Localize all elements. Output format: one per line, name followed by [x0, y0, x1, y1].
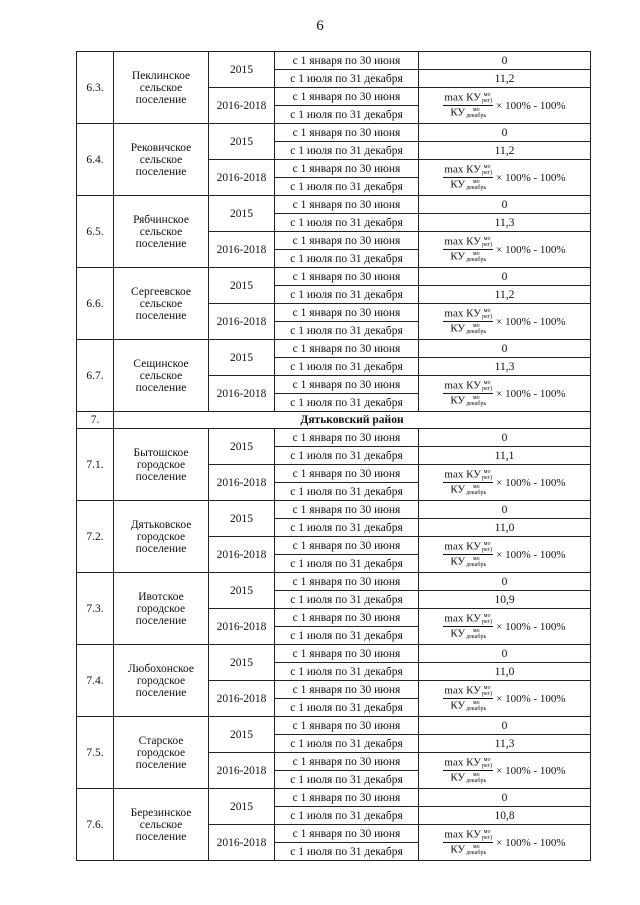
formula-cell: [419, 753, 591, 789]
formula-fraction: [443, 92, 493, 119]
row-number: 7.2.: [77, 501, 114, 573]
value-cell: 0: [419, 196, 591, 214]
formula-cell: [419, 609, 591, 645]
formula-ku: КУ: [466, 684, 482, 697]
formula: [443, 829, 565, 856]
formula-cell: [419, 232, 591, 268]
formula-tail: × 100% - 100%: [496, 836, 566, 849]
formula-fraction: [443, 541, 493, 568]
table-row: [77, 573, 591, 591]
formula-sup: мо: [483, 236, 491, 243]
row-number: 6.3.: [77, 52, 114, 124]
year-cell: 2015: [209, 340, 275, 376]
formula-indices: [466, 179, 486, 191]
value-cell: 0: [419, 52, 591, 70]
formula-denominator: [450, 106, 486, 119]
year-cell: 2015: [209, 196, 275, 232]
value-cell: 11,3: [419, 214, 591, 232]
formula-max: max: [444, 163, 464, 176]
formula-sup: мо: [472, 395, 480, 402]
formula-denominator: [450, 322, 486, 335]
period-cell: с 1 января по 30 июня: [275, 609, 419, 627]
year-cell: 2015: [209, 573, 275, 609]
period-cell: с 1 января по 30 июня: [275, 789, 419, 807]
formula-fraction: [443, 164, 493, 191]
formula-numerator: [443, 829, 493, 843]
formula: [443, 380, 565, 407]
year-cell: 2016-2018: [209, 88, 275, 124]
table-row: [77, 645, 591, 663]
formula-tail: × 100% - 100%: [496, 692, 566, 705]
period-cell: с 1 января по 30 июня: [275, 196, 419, 214]
formula-tail: × 100% - 100%: [496, 764, 566, 777]
row-number: 7.4.: [77, 645, 114, 717]
formula: [443, 236, 565, 263]
formula-ku: КУ: [450, 394, 466, 407]
year-cell: 2015: [209, 501, 275, 537]
formula-denominator: [450, 843, 486, 856]
row-number: 6.7.: [77, 340, 114, 412]
district-row: [77, 412, 591, 429]
year-cell: 2015: [209, 268, 275, 304]
formula-sub: декабрь: [466, 113, 487, 120]
formula-denominator: [450, 250, 486, 263]
formula-max: max: [444, 756, 464, 769]
formula-sub: рег): [482, 242, 493, 249]
formula-sub: декабрь: [466, 634, 487, 641]
formula-sub: декабрь: [466, 329, 487, 336]
period-cell: с 1 января по 30 июня: [275, 124, 419, 142]
period-cell: с 1 июля по 31 декабря: [275, 483, 419, 501]
value-cell: 11,2: [419, 70, 591, 88]
formula-indices: [482, 829, 492, 841]
year-cell: 2016-2018: [209, 160, 275, 196]
formula-cell: [419, 304, 591, 340]
period-cell: с 1 июля по 31 декабря: [275, 214, 419, 232]
formula-sub: рег): [482, 475, 493, 482]
formula-sub: рег): [482, 170, 493, 177]
formula-ku: КУ: [466, 828, 482, 841]
period-cell: с 1 января по 30 июня: [275, 376, 419, 394]
formula-indices: [482, 613, 492, 625]
formula-sup: мо: [472, 323, 480, 330]
tariff-table: [76, 51, 591, 861]
formula-fraction: [443, 469, 493, 496]
period-cell: с 1 июля по 31 декабря: [275, 322, 419, 340]
formula-ku: КУ: [466, 163, 482, 176]
period-cell: с 1 июля по 31 декабря: [275, 807, 419, 825]
district-name: Дятьковский район: [114, 412, 591, 429]
formula-sup: мо: [483, 469, 491, 476]
value-cell: 11,3: [419, 358, 591, 376]
formula-ku: КУ: [450, 843, 466, 856]
formula-numerator: [443, 685, 493, 699]
formula-fraction: [443, 757, 493, 784]
formula-indices: [466, 323, 486, 335]
formula-numerator: [443, 469, 493, 483]
formula-indices: [482, 308, 492, 320]
formula-max: max: [444, 235, 464, 248]
table-row: [77, 501, 591, 519]
settlement-name: Рековичское сельское поселение: [114, 124, 209, 196]
formula-sup: мо: [483, 613, 491, 620]
formula-ku: КУ: [466, 307, 482, 320]
period-cell: с 1 июля по 31 декабря: [275, 627, 419, 645]
table-row: [77, 196, 591, 214]
period-cell: с 1 января по 30 июня: [275, 88, 419, 106]
settlement-name: Сергеевское сельское поселение: [114, 268, 209, 340]
formula-sup: мо: [472, 484, 480, 491]
formula-ku: КУ: [466, 235, 482, 248]
table-row: [77, 717, 591, 735]
formula-sub: декабрь: [466, 490, 487, 497]
formula-sup: мо: [483, 380, 491, 387]
formula-indices: [466, 772, 486, 784]
period-cell: с 1 июля по 31 декабря: [275, 447, 419, 465]
value-cell: 10,9: [419, 591, 591, 609]
formula-max: max: [444, 612, 464, 625]
value-cell: 0: [419, 501, 591, 519]
formula-tail: × 100% - 100%: [496, 476, 566, 489]
period-cell: с 1 января по 30 июня: [275, 304, 419, 322]
formula-max: max: [444, 540, 464, 553]
table-body: [77, 52, 591, 861]
period-cell: с 1 июля по 31 декабря: [275, 735, 419, 753]
formula-tail: × 100% - 100%: [496, 315, 566, 328]
settlement-name: Ивотское городское поселение: [114, 573, 209, 645]
settlement-name: Рябчинское сельское поселение: [114, 196, 209, 268]
formula-ku: КУ: [466, 91, 482, 104]
period-cell: с 1 июля по 31 декабря: [275, 699, 419, 717]
period-cell: с 1 июля по 31 декабря: [275, 591, 419, 609]
table-row: [77, 429, 591, 447]
formula-numerator: [443, 92, 493, 106]
formula-sub: декабрь: [466, 185, 487, 192]
period-cell: с 1 января по 30 июня: [275, 52, 419, 70]
formula-max: max: [444, 307, 464, 320]
formula-ku: КУ: [466, 756, 482, 769]
value-cell: 0: [419, 268, 591, 286]
period-cell: с 1 июля по 31 декабря: [275, 286, 419, 304]
period-cell: с 1 января по 30 июня: [275, 645, 419, 663]
formula-ku: КУ: [450, 771, 466, 784]
row-number: 6.6.: [77, 268, 114, 340]
formula-fraction: [443, 380, 493, 407]
settlement-name: Березинское сельское поселение: [114, 789, 209, 861]
year-cell: 2016-2018: [209, 609, 275, 645]
formula-cell: [419, 465, 591, 501]
formula-fraction: [443, 236, 493, 263]
formula-sub: декабрь: [466, 562, 487, 569]
year-cell: 2016-2018: [209, 753, 275, 789]
formula-indices: [466, 628, 486, 640]
formula-sub: рег): [482, 619, 493, 626]
formula-sup: мо: [483, 685, 491, 692]
formula-cell: [419, 88, 591, 124]
formula-cell: [419, 376, 591, 412]
formula-indices: [482, 685, 492, 697]
value-cell: 0: [419, 717, 591, 735]
formula-numerator: [443, 613, 493, 627]
formula-denominator: [450, 627, 486, 640]
value-cell: 0: [419, 124, 591, 142]
period-cell: с 1 января по 30 июня: [275, 268, 419, 286]
formula-indices: [482, 92, 492, 104]
formula: [443, 308, 565, 335]
settlement-name: Дятьковское городское поселение: [114, 501, 209, 573]
formula-numerator: [443, 236, 493, 250]
period-cell: с 1 января по 30 июня: [275, 681, 419, 699]
formula-max: max: [444, 828, 464, 841]
period-cell: с 1 июля по 31 декабря: [275, 178, 419, 196]
formula-denominator: [450, 771, 486, 784]
formula-sub: рег): [482, 691, 493, 698]
formula: [443, 685, 565, 712]
formula-cell: [419, 537, 591, 573]
settlement-name: Любохонское городское поселение: [114, 645, 209, 717]
formula-indices: [466, 251, 486, 263]
formula-sup: мо: [472, 107, 480, 114]
formula-indices: [482, 236, 492, 248]
formula-sup: мо: [472, 251, 480, 258]
value-cell: 10,8: [419, 807, 591, 825]
formula-sup: мо: [483, 757, 491, 764]
formula: [443, 613, 565, 640]
year-cell: 2015: [209, 124, 275, 160]
period-cell: с 1 января по 30 июня: [275, 340, 419, 358]
period-cell: с 1 июля по 31 декабря: [275, 394, 419, 412]
formula-ku: КУ: [450, 250, 466, 263]
formula-sub: рег): [482, 98, 493, 105]
formula-denominator: [450, 555, 486, 568]
formula: [443, 164, 565, 191]
formula: [443, 541, 565, 568]
row-number: 7.5.: [77, 717, 114, 789]
value-cell: 0: [419, 645, 591, 663]
formula-sup: мо: [483, 92, 491, 99]
formula-denominator: [450, 178, 486, 191]
formula-sup: мо: [472, 700, 480, 707]
formula-sub: рег): [482, 386, 493, 393]
period-cell: с 1 июля по 31 декабря: [275, 358, 419, 376]
formula-sub: рег): [482, 835, 493, 842]
period-cell: с 1 января по 30 июня: [275, 160, 419, 178]
formula-tail: × 100% - 100%: [496, 99, 566, 112]
formula-tail: × 100% - 100%: [496, 171, 566, 184]
formula-indices: [482, 541, 492, 553]
formula: [443, 92, 565, 119]
year-cell: 2015: [209, 429, 275, 465]
formula-indices: [466, 395, 486, 407]
formula-tail: × 100% - 100%: [496, 387, 566, 400]
formula-indices: [466, 107, 486, 119]
period-cell: с 1 июля по 31 декабря: [275, 519, 419, 537]
formula: [443, 469, 565, 496]
formula-sub: рег): [482, 547, 493, 554]
formula-sub: декабрь: [466, 401, 487, 408]
formula-cell: [419, 825, 591, 861]
period-cell: с 1 января по 30 июня: [275, 573, 419, 591]
formula-fraction: [443, 613, 493, 640]
formula-numerator: [443, 380, 493, 394]
period-cell: с 1 января по 30 июня: [275, 825, 419, 843]
value-cell: 11,0: [419, 663, 591, 681]
formula-ku: КУ: [466, 468, 482, 481]
formula-tail: × 100% - 100%: [496, 243, 566, 256]
formula-cell: [419, 160, 591, 196]
formula-sub: декабрь: [466, 706, 487, 713]
formula-numerator: [443, 541, 493, 555]
value-cell: 11,0: [419, 519, 591, 537]
year-cell: 2016-2018: [209, 376, 275, 412]
district-number: 7.: [77, 412, 114, 429]
period-cell: с 1 июля по 31 декабря: [275, 843, 419, 861]
formula-denominator: [450, 699, 486, 712]
settlement-name: Сещинское сельское поселение: [114, 340, 209, 412]
row-number: 7.3.: [77, 573, 114, 645]
settlement-name: Бытошское городское поселение: [114, 429, 209, 501]
formula-indices: [482, 164, 492, 176]
period-cell: с 1 июля по 31 декабря: [275, 555, 419, 573]
value-cell: 0: [419, 429, 591, 447]
formula-ku: КУ: [450, 699, 466, 712]
formula-fraction: [443, 308, 493, 335]
formula-sup: мо: [472, 179, 480, 186]
value-cell: 0: [419, 573, 591, 591]
formula-sub: декабрь: [466, 850, 487, 857]
formula-indices: [466, 700, 486, 712]
formula-indices: [466, 484, 486, 496]
formula-sup: мо: [472, 772, 480, 779]
year-cell: 2015: [209, 52, 275, 88]
formula-sup: мо: [483, 829, 491, 836]
formula-indices: [466, 556, 486, 568]
formula-max: max: [444, 379, 464, 392]
table-row: [77, 340, 591, 358]
year-cell: 2015: [209, 789, 275, 825]
formula-ku: КУ: [466, 612, 482, 625]
year-cell: 2016-2018: [209, 232, 275, 268]
year-cell: 2015: [209, 717, 275, 753]
formula: [443, 757, 565, 784]
formula-sup: мо: [483, 308, 491, 315]
value-cell: 11,2: [419, 286, 591, 304]
formula-ku: КУ: [450, 483, 466, 496]
formula-sup: мо: [483, 164, 491, 171]
settlement-name: Пеклинское сельское поселение: [114, 52, 209, 124]
formula-sup: мо: [472, 556, 480, 563]
period-cell: с 1 января по 30 июня: [275, 232, 419, 250]
formula-cell: [419, 681, 591, 717]
formula-tail: × 100% - 100%: [496, 620, 566, 633]
value-cell: 0: [419, 789, 591, 807]
year-cell: 2016-2018: [209, 681, 275, 717]
period-cell: с 1 января по 30 июня: [275, 465, 419, 483]
period-cell: с 1 января по 30 июня: [275, 753, 419, 771]
formula-ku: КУ: [450, 627, 466, 640]
value-cell: 11,3: [419, 735, 591, 753]
formula-sup: мо: [472, 844, 480, 851]
formula-numerator: [443, 757, 493, 771]
formula-sub: рег): [482, 314, 493, 321]
formula-max: max: [444, 684, 464, 697]
year-cell: 2016-2018: [209, 537, 275, 573]
formula-fraction: [443, 685, 493, 712]
formula-ku: КУ: [466, 379, 482, 392]
formula-sup: мо: [483, 541, 491, 548]
table-row: [77, 789, 591, 807]
formula-ku: КУ: [450, 106, 466, 119]
row-number: 7.1.: [77, 429, 114, 501]
settlement-name: Старское городское поселение: [114, 717, 209, 789]
formula-denominator: [450, 394, 486, 407]
period-cell: с 1 июля по 31 декабря: [275, 70, 419, 88]
formula-indices: [482, 757, 492, 769]
formula-indices: [466, 844, 486, 856]
period-cell: с 1 июля по 31 декабря: [275, 771, 419, 789]
year-cell: 2015: [209, 645, 275, 681]
period-cell: с 1 июля по 31 декабря: [275, 106, 419, 124]
period-cell: с 1 июля по 31 декабря: [275, 663, 419, 681]
formula-sub: рег): [482, 763, 493, 770]
period-cell: с 1 июля по 31 декабря: [275, 142, 419, 160]
value-cell: 0: [419, 340, 591, 358]
formula-indices: [482, 380, 492, 392]
row-number: 6.4.: [77, 124, 114, 196]
table-row: [77, 268, 591, 286]
formula-ku: КУ: [450, 322, 466, 335]
formula-ku: КУ: [450, 178, 466, 191]
formula-tail: × 100% - 100%: [496, 548, 566, 561]
formula-numerator: [443, 164, 493, 178]
formula-max: max: [444, 468, 464, 481]
formula-fraction: [443, 829, 493, 856]
period-cell: с 1 июля по 31 декабря: [275, 250, 419, 268]
formula-ku: КУ: [450, 555, 466, 568]
period-cell: с 1 января по 30 июня: [275, 537, 419, 555]
value-cell: 11,2: [419, 142, 591, 160]
formula-indices: [482, 469, 492, 481]
formula-sup: мо: [472, 628, 480, 635]
year-cell: 2016-2018: [209, 304, 275, 340]
value-cell: 11,1: [419, 447, 591, 465]
row-number: 6.5.: [77, 196, 114, 268]
formula-denominator: [450, 483, 486, 496]
formula-numerator: [443, 308, 493, 322]
table-row: [77, 52, 591, 70]
formula-max: max: [444, 91, 464, 104]
formula-sub: декабрь: [466, 778, 487, 785]
period-cell: с 1 января по 30 июня: [275, 717, 419, 735]
period-cell: с 1 января по 30 июня: [275, 429, 419, 447]
formula-sub: декабрь: [466, 257, 487, 264]
formula-ku: КУ: [466, 540, 482, 553]
period-cell: с 1 января по 30 июня: [275, 501, 419, 519]
year-cell: 2016-2018: [209, 825, 275, 861]
table-row: [77, 124, 591, 142]
row-number: 7.6.: [77, 789, 114, 861]
page-number: 6: [316, 18, 324, 34]
year-cell: 2016-2018: [209, 465, 275, 501]
